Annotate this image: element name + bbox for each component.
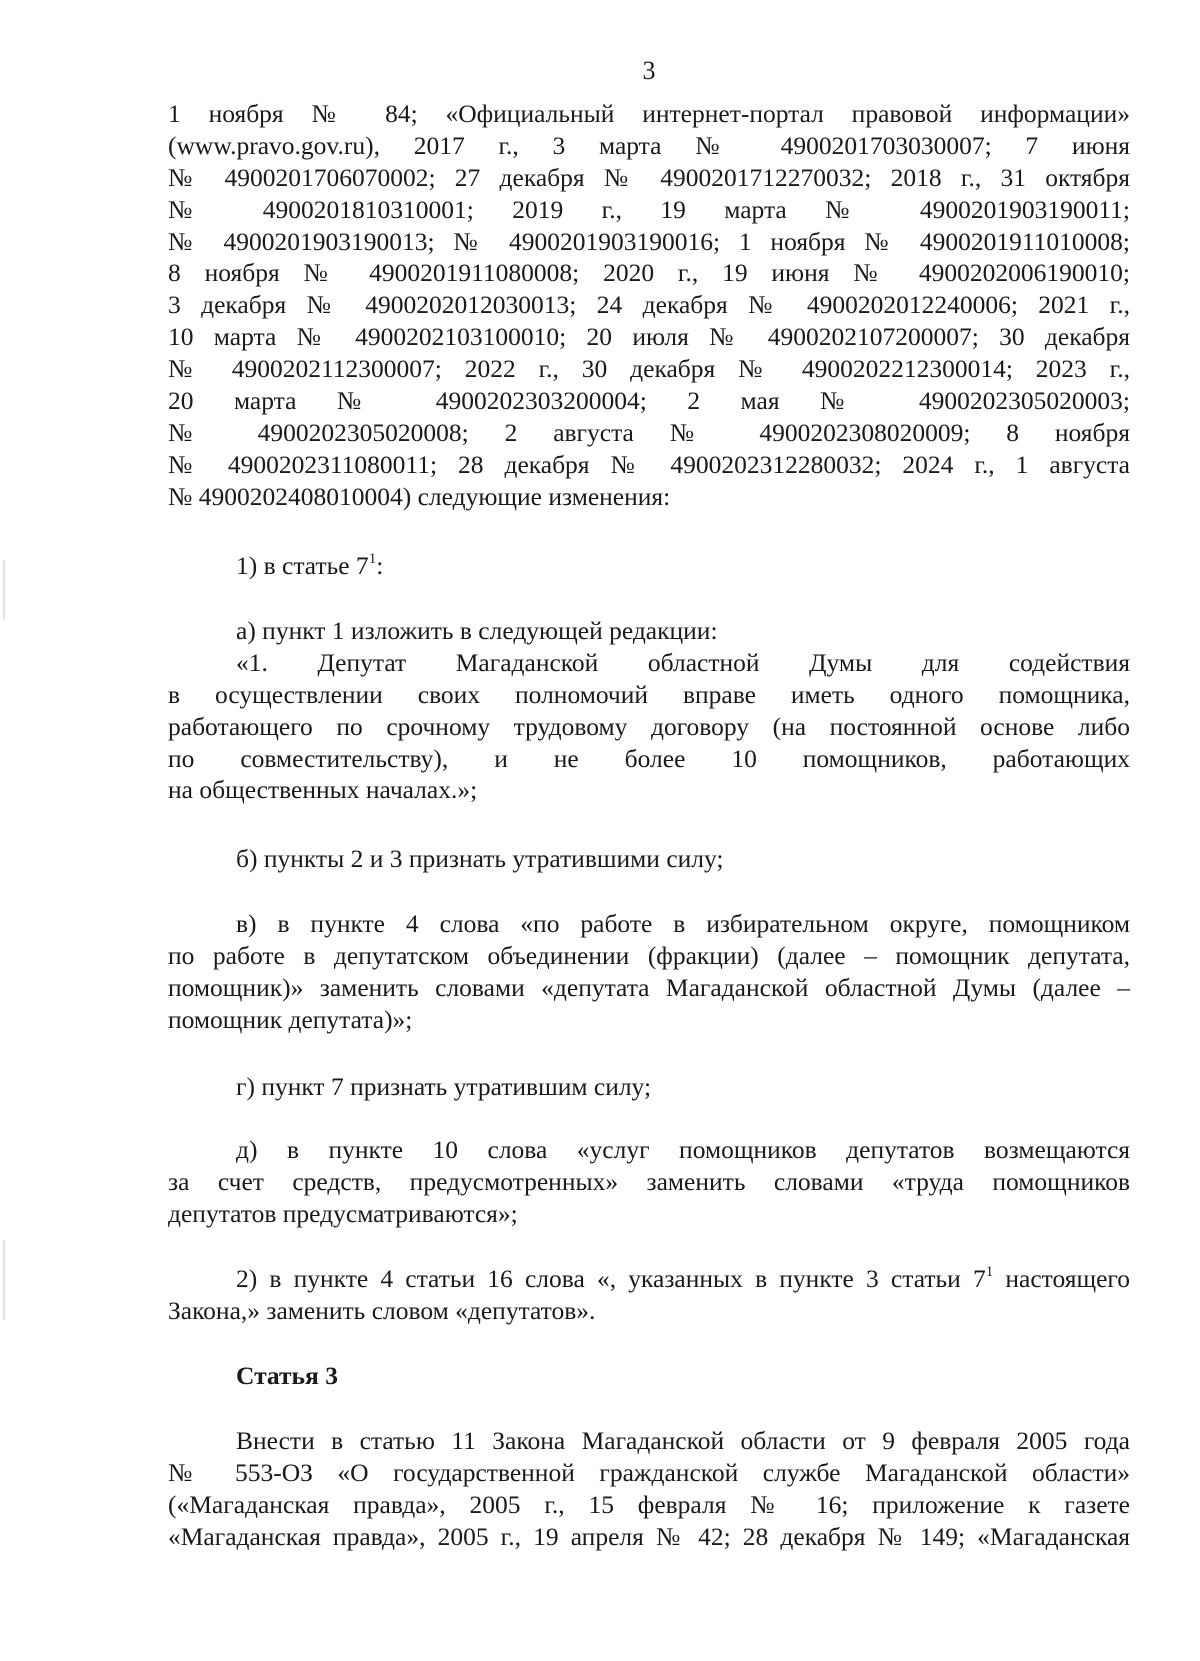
intro-line: № 4900202112300007; 2022 г., 30 декабря № 4900202212300014; 2023 г., (168, 354, 1130, 384)
scan-edge-mark (3, 560, 5, 620)
intro-line: № 4900201706070002; 27 декабря № 4900201712270032; 2018 г., 31 октября (168, 162, 1130, 192)
item-1b (168, 843, 1130, 875)
quoted-line: на общественных началах.»; (168, 775, 478, 805)
item-1d-line: за счет средств, предусмотренных» заменить словами «труда помощников (168, 1166, 1130, 1196)
intro-line: 10 марта № 4900202103100010; 20 июля № 4900202107200007; 30 декабря (168, 322, 1130, 352)
intro-line: 3 декабря № 4900202012030013; 24 декабря № 4900202012240006; 2021 г., (168, 290, 1130, 320)
item-1a-heading: а) пункт 1 изложить в следующей редакции: (236, 616, 718, 645)
superscript: 1 (368, 550, 377, 567)
intro-line: № 4900202311080011; 28 декабря № 4900202312280032; 2024 г., 1 августа (168, 449, 1130, 479)
intro-paragraph (168, 98, 1130, 513)
page-number: 3 (642, 56, 656, 85)
item-1v-line: помощник)» заменить словами «депутата Магаданской областной Думы (далее – (168, 972, 1130, 1002)
quoted-line: работающего по срочному трудовому договору (на постоянной основе либо (168, 711, 1130, 741)
item-1g-line: г) пункт 7 признать утратившим силу; (236, 1072, 652, 1101)
item-1d-line: д) в пункте 10 слова «услуг помощников депутатов возмещаются (236, 1135, 1130, 1164)
intro-line: 1 ноября № 84; «Официальный интернет-портал правовой информации» (168, 99, 1130, 128)
item-1g (168, 1071, 1130, 1103)
article-3-line: № 553-ОЗ «О государственной гражданской службе Магаданской области» (168, 1457, 1130, 1487)
intro-line: 20 марта № 4900202303200004; 2 мая № 4900202305020003; (168, 386, 1130, 416)
intro-line: № 4900201903190013; № 4900201903190016; 1 ноября № 4900201911010008; (168, 226, 1130, 256)
scan-edge-mark (3, 1240, 5, 1320)
item-1b-line: б) пункты 2 и 3 признать утратившими силу; (236, 844, 724, 873)
item-1-colon: : (376, 551, 384, 580)
item-1-text: 1) в статье 7 (236, 551, 369, 580)
item-1 (168, 550, 1130, 582)
item-1d-line: депутатов предусматриваются»; (168, 1198, 518, 1228)
quoted-line: «1. Депутат Магаданской областной Думы для содействия (236, 647, 1130, 677)
superscript: 1 (985, 1263, 994, 1280)
item-2-line: Закона,» заменить словом «депутатов». (168, 1295, 596, 1325)
item-2 (168, 1263, 1130, 1327)
article-3-heading: Статья 3 (236, 1361, 338, 1390)
article-3-paragraph (168, 1425, 1130, 1553)
item-2-text: 2) в пункте 4 статьи 16 слова «, указанных в пункте 3 статьи 7 (236, 1264, 986, 1293)
article-3-line: («Магаданская правда», 2005 г., 15 февраля № 16; приложение к газете (168, 1489, 1130, 1519)
article-3-line: «Магаданская правда», 2005 г., 19 апреля № 42; 28 декабря № 149; «Магаданская (168, 1521, 1130, 1551)
intro-line: № 4900202305020008; 2 августа № 4900202308020009; 8 ноября (168, 417, 1130, 447)
item-1a (168, 615, 1130, 806)
item-1v-line: помощник депутата)»; (168, 1004, 413, 1034)
intro-line: 8 ноября № 4900201911080008; 2020 г., 19 июня № 4900202006190010; (168, 258, 1130, 288)
intro-line: (www.pravo.gov.ru), 2017 г., 3 марта № 4900201703030007; 7 июня (168, 130, 1130, 160)
intro-line: № 4900201810310001; 2019 г., 19 марта № 4900201903190011; (168, 194, 1130, 224)
item-1v-line: в) в пункте 4 слова «по работе в избирательном округе, помощником (236, 909, 1130, 938)
item-1d (168, 1134, 1130, 1230)
item-2-line (168, 1263, 1130, 1295)
article-3-line: Внести в статью 11 Закона Магаданской области от 9 февраля 2005 года (236, 1426, 1130, 1455)
intro-line: № 4900202408010004) следующие изменения: (168, 481, 671, 511)
item-1-line (168, 550, 1130, 582)
item-1v (168, 908, 1130, 1036)
quoted-line: по совместительству), и не более 10 помощников, работающих (168, 743, 1130, 773)
quoted-line: в осуществлении своих полномочий вправе иметь одного помощника, (168, 679, 1130, 709)
item-2-text-end: настоящего (993, 1264, 1130, 1293)
item-1v-line: по работе в депутатском объединении (фракции) (далее – помощник депутата, (168, 940, 1130, 970)
